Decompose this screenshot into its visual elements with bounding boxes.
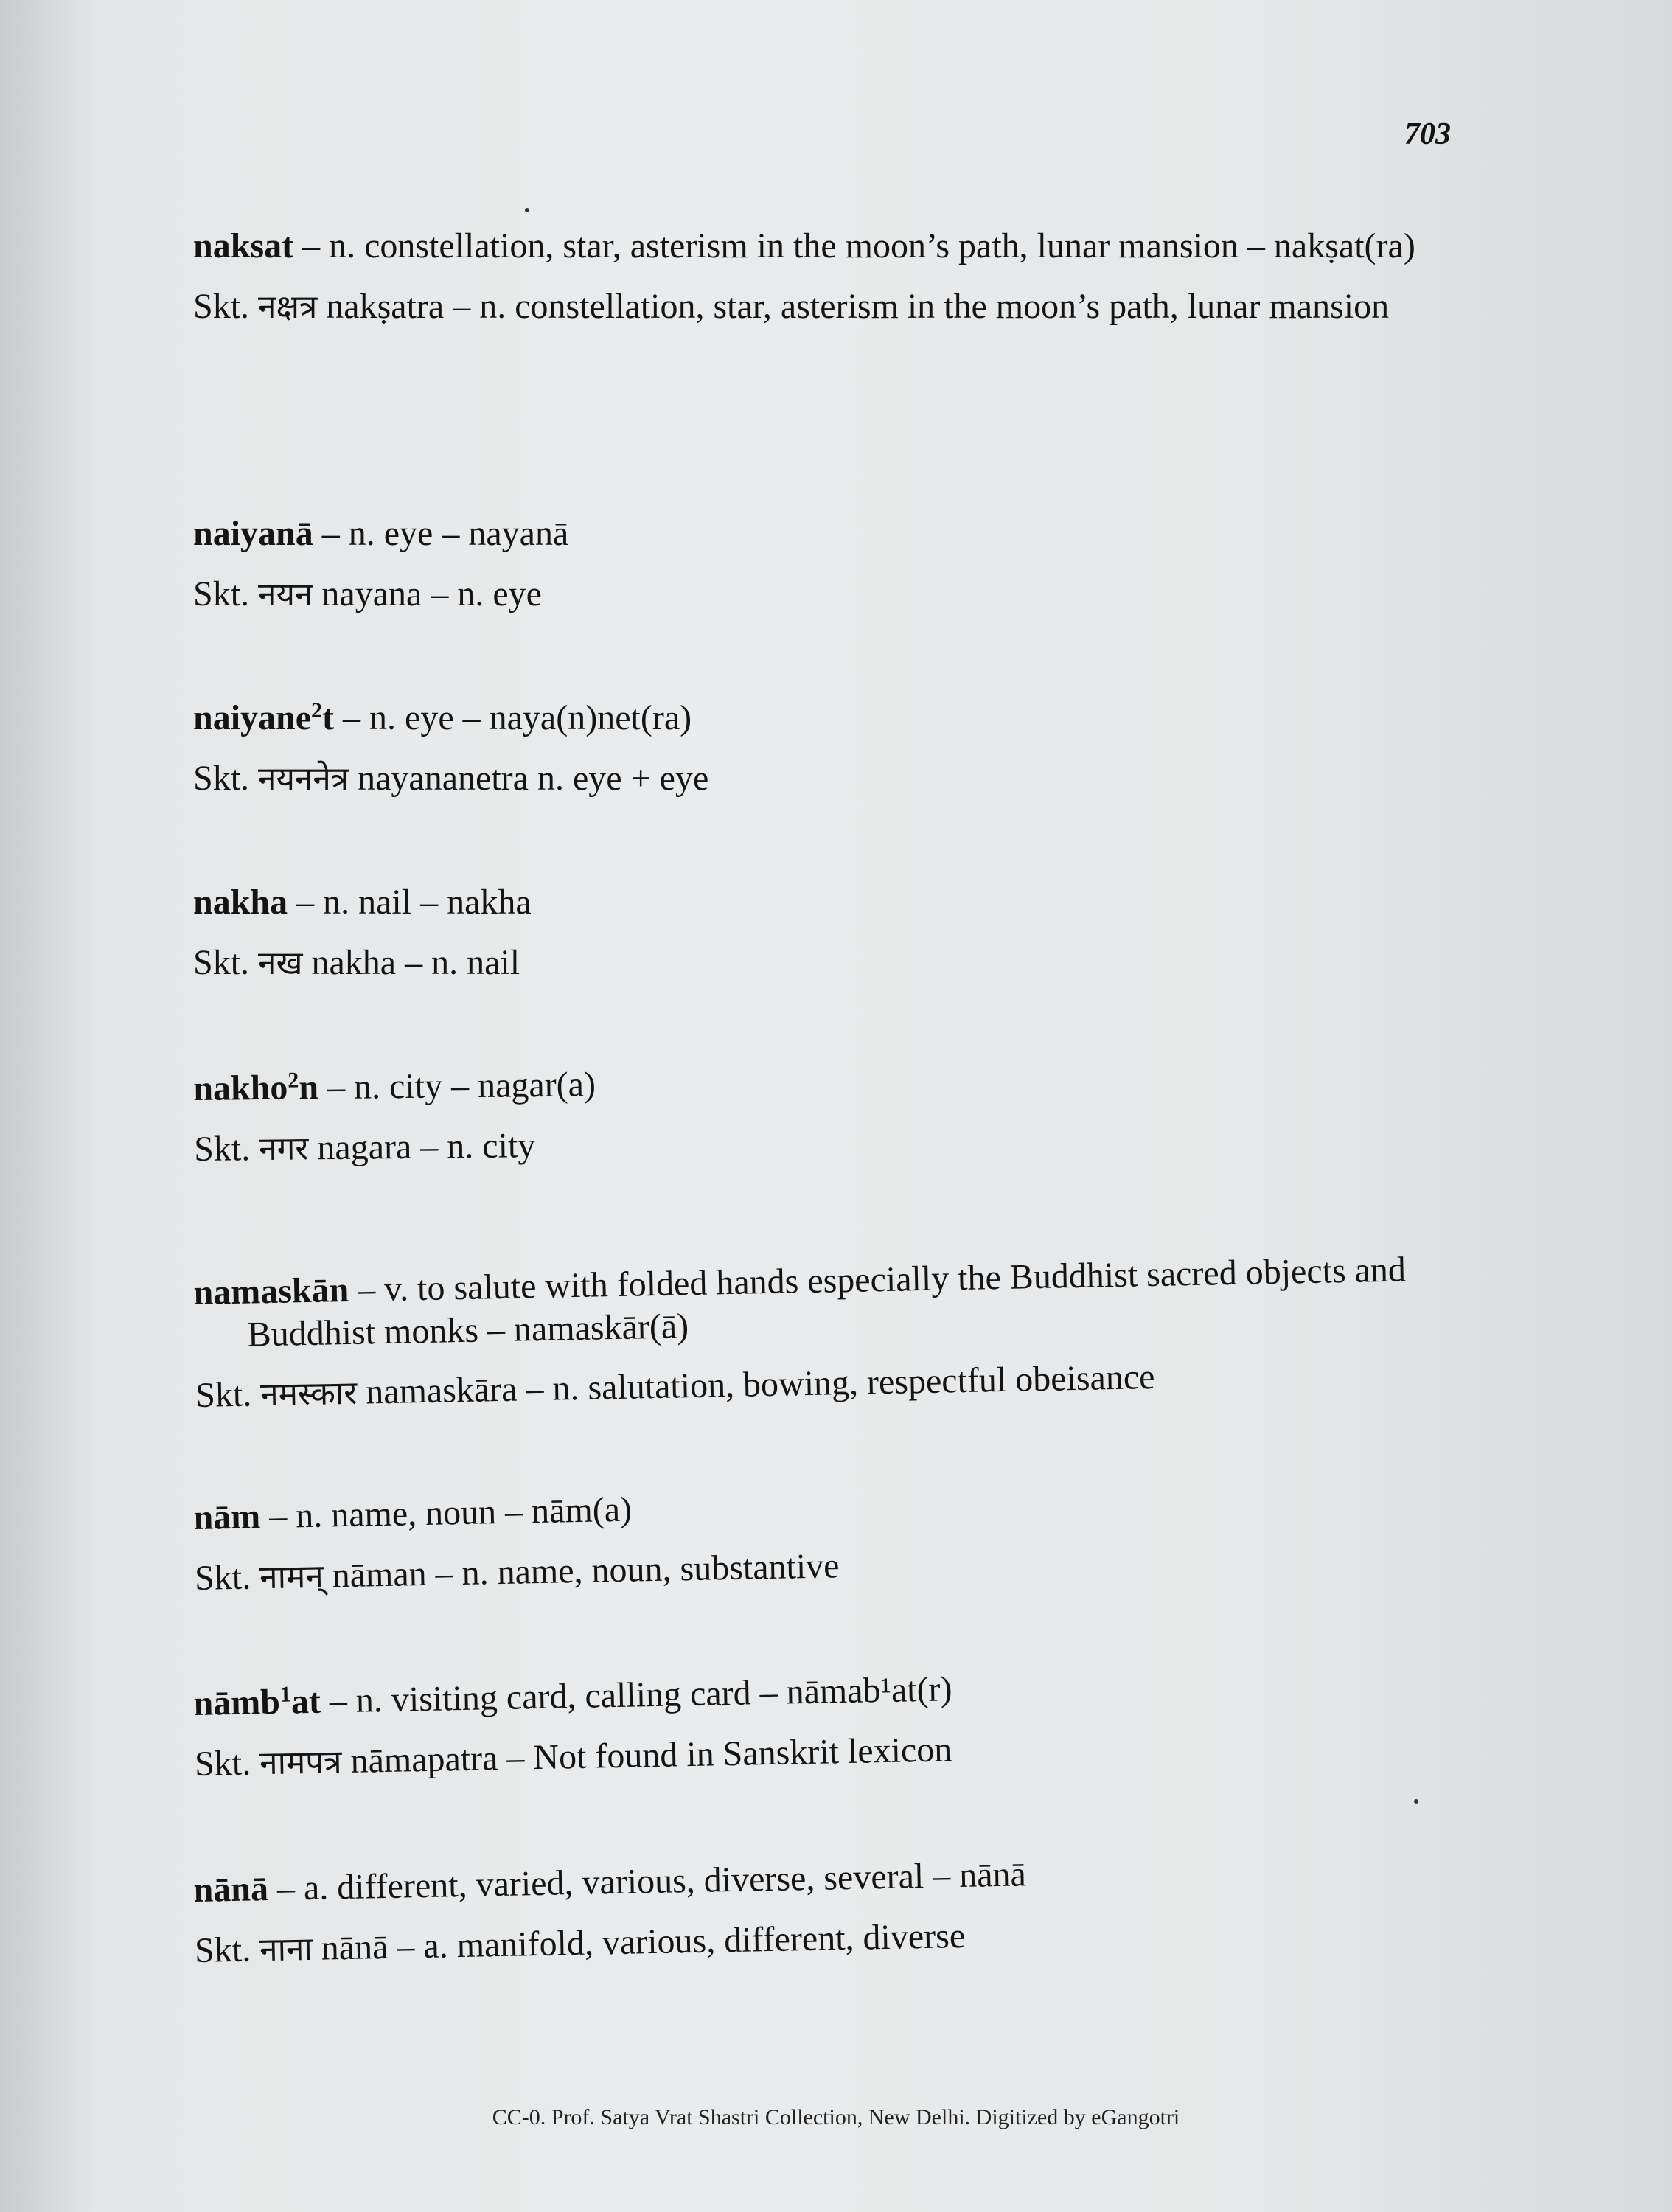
gloss: – n. city – nagar(a) xyxy=(318,1065,596,1107)
gloss: – a. different, varied, various, diverse, several – nānā xyxy=(268,1854,1027,1909)
skt-label: Skt. xyxy=(193,286,259,326)
devanagari-word: नगर xyxy=(258,1129,309,1168)
footer-credit: CC-0. Prof. Satya Vrat Shastri Collection, New Delhi. Digitized by eGangotri xyxy=(492,2105,1180,2129)
headword: nānā xyxy=(193,1869,269,1910)
dictionary-entry xyxy=(193,697,1476,817)
sanskrit-gloss: nakṣatra – n. constellation, star, asterism in the moon’s path, lunar mansion xyxy=(317,286,1390,326)
sanskrit-line xyxy=(195,1905,1478,1972)
entry-headline xyxy=(193,1472,1477,1540)
entry-headline xyxy=(193,697,1476,740)
devanagari-word: नक्षत्र xyxy=(258,288,318,326)
speck xyxy=(525,208,529,212)
entry-headline xyxy=(193,1845,1477,1912)
headword: nakho xyxy=(193,1068,288,1108)
sanskrit-line xyxy=(195,1350,1479,1417)
skt-label: Skt. xyxy=(194,1742,260,1784)
devanagari-word: नयन xyxy=(258,575,313,613)
entry-headline xyxy=(193,1054,1477,1110)
skt-label: Skt. xyxy=(193,758,259,798)
headword: nām xyxy=(193,1497,261,1537)
sanskrit-gloss: nayana – n. eye xyxy=(313,574,542,613)
dictionary-entry xyxy=(193,1658,1478,1804)
sanskrit-gloss: nakha – n. nail xyxy=(302,942,520,982)
dictionary-entry xyxy=(193,881,1476,1001)
entry-headline xyxy=(193,1658,1477,1725)
skt-label: Skt. xyxy=(195,1374,261,1416)
headword-rest: n xyxy=(299,1068,319,1107)
skt-label: Skt. xyxy=(194,1557,260,1598)
gloss: – v. to salute with folded hands especially the Buddhist sacred objects and Buddhist monks – namaskār(ā) xyxy=(247,1250,1407,1354)
sanskrit-gloss: nāman – n. name, noun, substantive xyxy=(323,1545,840,1596)
gloss: – n. visiting card, calling card – nāmab¹at(r) xyxy=(320,1669,952,1721)
sanskrit-gloss: nagara – n. city xyxy=(308,1125,536,1167)
headword-rest: t xyxy=(322,698,335,737)
sanskrit-gloss: nānā – a. manifold, various, different, diverse xyxy=(312,1916,966,1968)
devanagari-word: नामपत्र xyxy=(259,1742,343,1782)
headword: naiyane xyxy=(193,698,312,737)
entry-headline xyxy=(193,1248,1477,1357)
headword-rest: at xyxy=(290,1681,321,1722)
sanskrit-line xyxy=(193,285,1476,328)
headword: nāmb xyxy=(193,1682,281,1723)
gloss: – n. eye – naya(n)net(ra) xyxy=(334,698,692,737)
dictionary-entry xyxy=(193,512,1476,633)
devanagari-word: नमस्कार xyxy=(259,1374,358,1414)
skt-label: Skt. xyxy=(193,942,259,982)
page-number: 703 xyxy=(1404,117,1451,151)
dictionary-entry xyxy=(193,1845,1478,1990)
devanagari-word: नामन् xyxy=(259,1557,324,1596)
sanskrit-gloss: nāmapatra – Not found in Sanskrit lexicon xyxy=(341,1729,952,1781)
sanskrit-line xyxy=(193,757,1476,800)
gloss: – n. name, noun – nām(a) xyxy=(259,1489,633,1537)
headword-superscript: 2 xyxy=(288,1068,299,1093)
headword-superscript: 2 xyxy=(311,698,323,723)
dictionary-entry xyxy=(193,225,1476,345)
dictionary-entry xyxy=(193,1248,1479,1435)
gloss: – n. eye – nayanā xyxy=(313,514,569,553)
sanskrit-gloss: nayananetra n. eye + eye xyxy=(349,758,709,798)
entry-headline xyxy=(193,225,1476,268)
dictionary-entry xyxy=(193,1472,1478,1618)
headword-superscript: 1 xyxy=(279,1682,292,1707)
speck xyxy=(1414,1799,1418,1804)
sanskrit-line xyxy=(193,573,1476,616)
sanskrit-line xyxy=(193,942,1476,984)
sanskrit-gloss: namaskāra – n. salutation, bowing, respectful obeisance xyxy=(356,1357,1155,1412)
headword: naksat xyxy=(193,226,294,265)
headword: naiyanā xyxy=(193,514,313,553)
sanskrit-line xyxy=(195,1532,1478,1599)
skt-label: Skt. xyxy=(194,1929,260,1970)
entry-headline xyxy=(193,881,1476,924)
devanagari-word: नाना xyxy=(259,1930,313,1969)
devanagari-word: नख xyxy=(258,944,303,982)
entry-headline xyxy=(193,512,1476,555)
headword: namaskān xyxy=(193,1270,349,1312)
sanskrit-line xyxy=(194,1114,1477,1170)
gloss: – n. nail – nakha xyxy=(288,883,532,922)
sanskrit-line xyxy=(195,1718,1478,1785)
skt-label: Skt. xyxy=(193,1128,259,1169)
gloss: – n. constellation, star, asterism in the moon’s path, lunar mansion – nakṣat(ra) xyxy=(293,226,1415,265)
headword: nakha xyxy=(193,883,288,922)
dictionary-entry xyxy=(193,1054,1477,1188)
devanagari-word: नयननेत्र xyxy=(258,759,349,798)
skt-label: Skt. xyxy=(193,574,259,613)
